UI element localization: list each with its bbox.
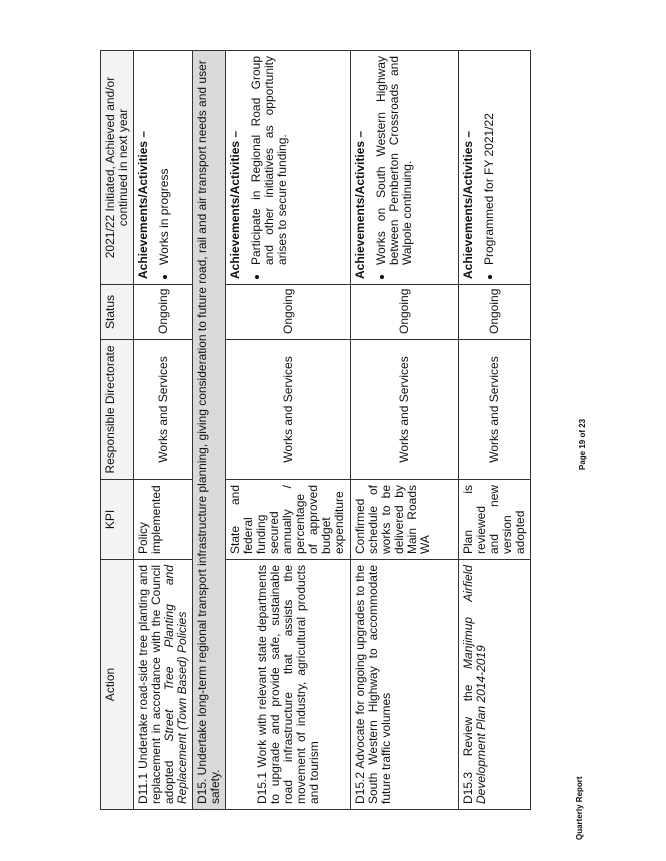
table-row <box>226 51 351 810</box>
row-status: Ongoing <box>459 285 531 340</box>
row-status: Ongoing <box>226 285 351 340</box>
row-action: D15.3 Review the Manjimup Airfield Development Plan 2014-2019 <box>459 560 531 810</box>
header-action: Action <box>101 560 134 810</box>
row-action: D11.1 Undertake road-side tree planting and replacement in accordance with the Council adopted Street Tree Planting and Replacement (Town Based) Policies <box>134 560 193 810</box>
table-row <box>459 51 531 810</box>
row-directorate: Works and Services <box>134 340 193 480</box>
page-number: Page 19 of 23 <box>578 418 587 470</box>
row-action: D15.1 Work with relevant state departments to upgrade and provide safe, sustainable road infrastructure that assists the movement of industry, agricultural products and tourism <box>226 560 351 810</box>
row-kpi: Plan is reviewed and new version adopted <box>459 480 531 560</box>
row-achievements: Achievements/Activities – • Works in progress <box>134 51 193 285</box>
row-directorate: Works and Services <box>351 340 459 480</box>
row-achievements: Achievements/Activities – • Participate in Regional Road Group and other initiatives as opportunity arises to secure funding. <box>226 51 351 285</box>
header-status: Status <box>101 285 134 340</box>
table-row <box>134 51 193 810</box>
kpi-table <box>100 50 531 810</box>
row-kpi: Confirmed schedule of works to be delivered by Main Roads WA <box>351 480 459 560</box>
section-row <box>193 51 226 810</box>
row-action: D15.2 Advocate for ongoing upgrades to the South Western Highway to accommodate future traffic volumes <box>351 560 459 810</box>
row-directorate: Works and Services <box>459 340 531 480</box>
row-status: Ongoing <box>134 285 193 340</box>
row-achievements: Achievements/Activities – • Programmed for FY 2021/22 <box>459 51 531 285</box>
rotated-page-content <box>100 50 540 810</box>
section-title: D15. Undertake long-term regional transport infrastructure planning, giving consideration to future road, rail and air transport needs and user safety. <box>193 51 226 810</box>
row-kpi: State and federal funding secured annually / percentage of approved budget expenditure <box>226 480 351 560</box>
row-kpi: Policy implemented <box>134 480 193 560</box>
header-directorate: Responsible Directorate <box>101 340 134 480</box>
row-directorate: Works and Services <box>226 340 351 480</box>
row-status: Ongoing <box>351 285 459 340</box>
row-achievements: Achievements/Activities – • Works on South Western Highway between Pemberton Crossroads and Walpole continuing. <box>351 51 459 285</box>
table-header-row <box>101 51 134 810</box>
table-row <box>351 51 459 810</box>
report-footer: Quarterly Report <box>575 776 584 840</box>
header-kpi: KPI <box>101 480 134 560</box>
header-achieved: 2021/22 Initiated, Achieved and/or continued in next year <box>101 51 134 285</box>
